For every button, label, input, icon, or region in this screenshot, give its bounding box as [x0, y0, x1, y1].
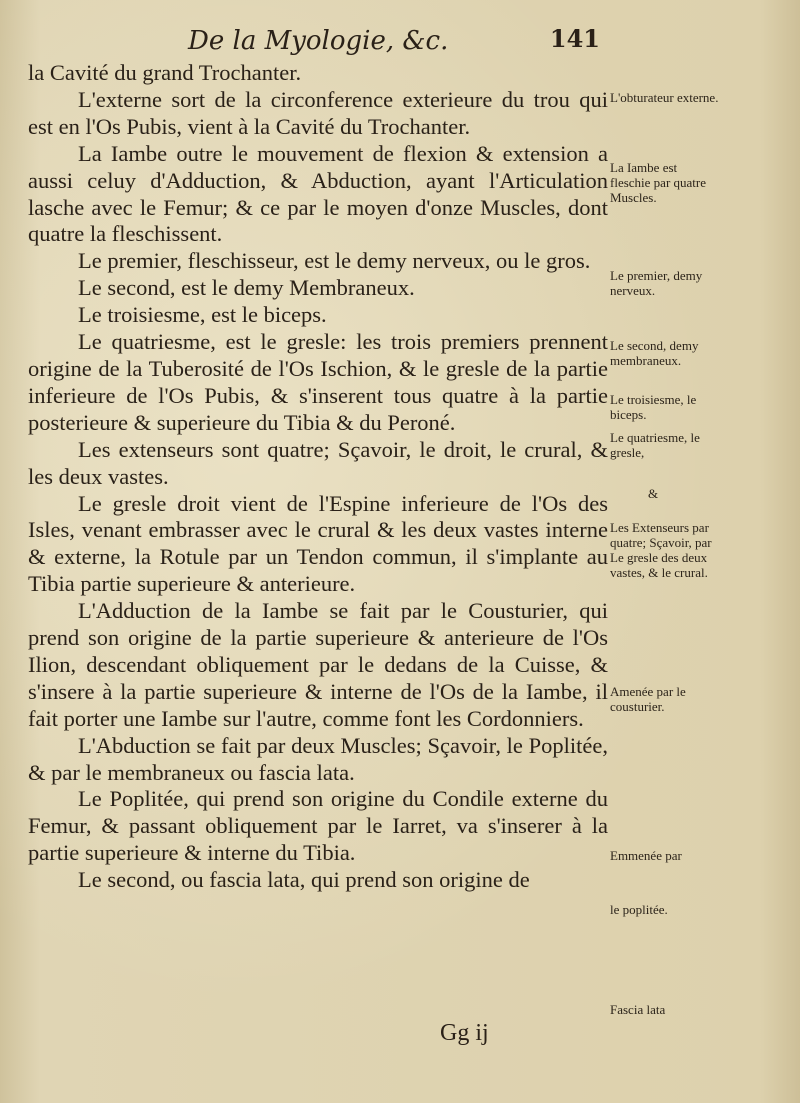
paragraph: Le quatriesme, est le gresle: les trois premiers prennent origine de la Tuberosité de l'Os Ischion, & le gresle de la partie inferieure de l'Os Pubis, & s'inserent tous quatre à la partie posterieure & superieure du Tibia & du Peroné.: [28, 329, 608, 435]
margin-note: L'obturateur externe.: [610, 90, 719, 105]
margin-note: &: [648, 486, 659, 501]
margin-note: Les Extenseurs par quatre; Sçavoir, par Le gresle des deux vastes, & le crural.: [610, 520, 712, 580]
margin-note: Amenée par le cousturier.: [610, 684, 686, 714]
running-header: [180, 20, 610, 64]
running-title: De la Myologie, &c.: [188, 26, 449, 56]
margin-note: Le troisiesme, le biceps.: [610, 392, 697, 422]
margin-note: Le quatriesme, le gresle,: [610, 430, 700, 460]
paragraph: Le second, est le demy Membraneux.: [78, 275, 415, 301]
paragraph: Le second, ou fascia lata, qui prend son origine de: [78, 867, 530, 893]
margin-note: Le premier, demy nerveux.: [610, 268, 703, 298]
paragraph: L'Abduction se fait par deux Muscles; Sçavoir, le Poplitée, & par le membraneux ou fascia lata.: [28, 732, 608, 785]
paragraph: L'externe sort de la circonference exterieure du trou qui est en l'Os Pubis, vient à la Cavité du Trochanter.: [28, 86, 608, 139]
signature-mark: Gg ij: [440, 1020, 489, 1046]
margin-note: le poplitée.: [610, 902, 668, 917]
main-text: [28, 60, 608, 894]
margin-note: Fascia lata: [610, 1002, 666, 1017]
paragraph: Le troisiesme, est le biceps.: [78, 302, 327, 328]
margin-note: Emmenée par: [610, 848, 682, 863]
paragraph: L'Adduction de la Iambe se fait par le Cousturier, qui prend son origine de la partie superieure & anterieure de l'Os Ilion, descendant obliquement par le dedans de la Cuisse, & s'insere à la partie superieure & interne de l'Os de la Iambe, il fait porter une Iambe sur l'autre, comme font les Cordonniers.: [28, 598, 608, 731]
paragraph: Le Poplitée, qui prend son origine du Condile externe du Femur, & passant obliquement par le Iarret, va s'inserer à la partie superieure & interne du Tibia.: [28, 786, 608, 866]
margin-note: Le second, demy membraneux.: [610, 338, 699, 368]
paragraph: la Cavité du grand Trochanter.: [28, 60, 302, 85]
paragraph: Le premier, fleschisseur, est le demy nerveux, ou le gros.: [78, 248, 591, 274]
margin-note: La Iambe est fleschie par quatre Muscles.: [610, 160, 707, 205]
paragraph: La Iambe outre le mouvement de flexion & extension a aussi celuy d'Adduction, & Abduction, ayant l'Articulation lasche avec le Femur; & ce par le moyen d'onze Muscles, dont quatre la fleschissent.: [28, 140, 608, 247]
paragraph: Les extenseurs sont quatre; Sçavoir, le droit, le crural, & les deux vastes.: [28, 436, 608, 489]
paragraph: Le gresle droit vient de l'Espine inferieure de l'Os des Isles, venant embrasser avec le crural & les deux vastes interne & externe, la Rotule par un Tendon commun, il s'implante au Tibia partie superieure & anterieure.: [28, 490, 608, 597]
page-number: 141: [549, 24, 600, 53]
